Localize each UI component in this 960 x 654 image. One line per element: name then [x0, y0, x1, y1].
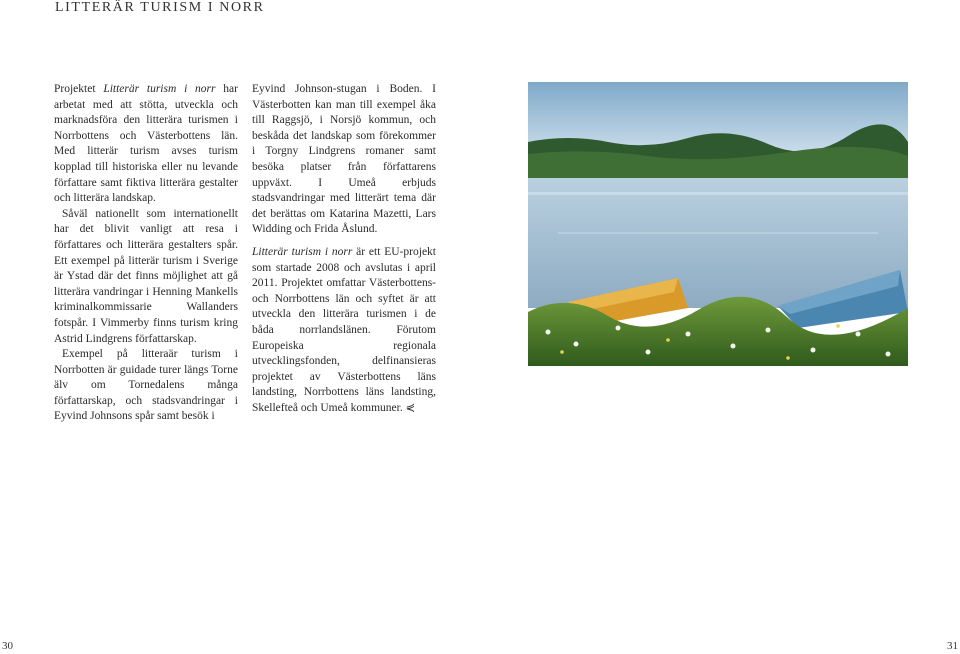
intro-lead: Projektet [54, 83, 104, 95]
end-mark: ⋞ [402, 401, 416, 414]
paragraph-examples: Såväl nationellt som internationellt har det blivit vanligt att resa i författares och litterära gestalters spår. Ett exempel på litterär turism i Sverige är Ystad där det finns möjlighet att gå litterära vandringar i Henning Mankells kriminalkommissarie Wallanders fotspår. I Vimmerby finns turism kring Astrid Lindgrens författarskap. [54, 207, 238, 345]
project-title-2: Litterär turism i norr [252, 245, 353, 258]
page-number-left: 30 [2, 640, 13, 652]
intro-body: har arbetat med att stötta, utveckla och marknadsföra den litterära turismen i Norrbottens och Västerbottens län. Med litterär turism avses turism kopplad till historiska eller nu levande författare samt fiktiva litterära gestalter och litterära landskap. [54, 83, 238, 205]
text-column-middle [252, 82, 436, 416]
paragraph-norrbotten: Exempel på litteraär turism i Norrbotten är guidade turer längs Torne älv om Tornedalens många författarskap, och stadsvandringar i Eyvind Johnsons spår samt besök i [54, 348, 238, 423]
project-title: Litterär turism i norr [103, 83, 216, 95]
eu-project-body: är ett EU-projekt som startade 2008 och avslutas i april 2011. Projektet omfattar Västerbottens- och Norrbottens län och syftet är att utveckla den litterära turismen i de båda norrlandslänen. Förutom Europeiska regionala utvecklingsfonden, delfinansieras projektet av Västerbottens läns landsting, Norrbottens läns landsting, Skellefteå och Umeå kommuner. [252, 245, 436, 414]
text-column-left [54, 82, 238, 425]
lake-photo [528, 82, 908, 366]
paragraph-eu-project [252, 245, 436, 417]
paragraph-vasterbotten: Eyvind Johnson-stugan i Boden. I Västerbotten kan man till exempel åka till Raggsjö, i Norsjö kommun, och beskåda det landskap som förekommer i Torgny Lindgrens romaner samt besöka platser från författarens uppväxt. I Umeå erbjuds stadsvandringar med litterärt tema där det berättas om Katarina Mazetti, Lars Widding och Frida Åslund. [252, 83, 436, 236]
running-header: LITTERÄR TURISM I NORR [55, 0, 265, 15]
page-number-right: 31 [947, 640, 958, 652]
paragraph-intro [54, 82, 238, 207]
